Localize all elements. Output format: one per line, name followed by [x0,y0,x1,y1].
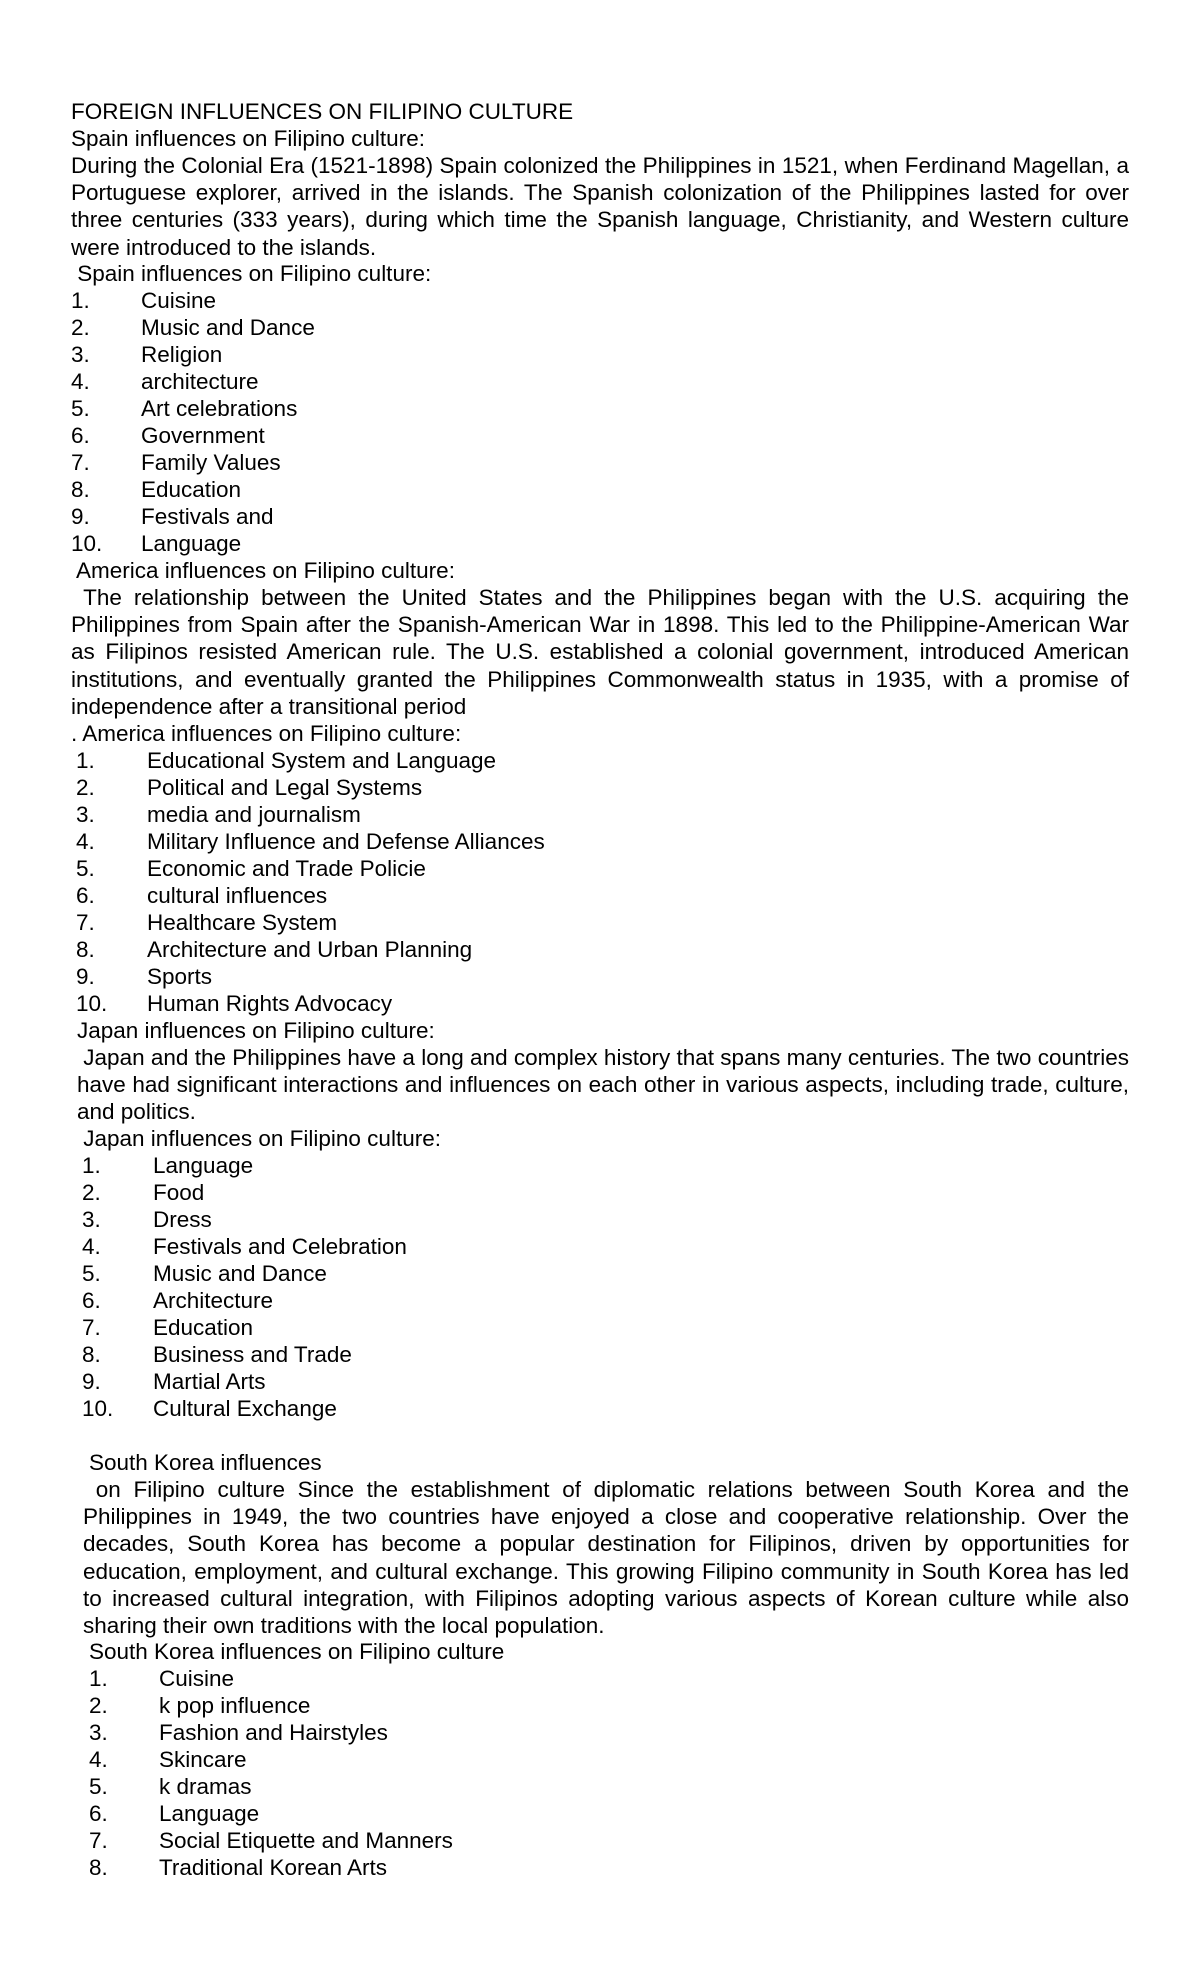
list-item-label: Cuisine [159,1666,235,1691]
list-item-number: 10. [71,531,103,556]
japan-paragraph: Japan and the Philippines have a long and complex history that spans many centuries. The two countries have had significant interactions and influences on each other in various aspects, including trade, culture, and politics. [77,1045,1136,1125]
america-list-heading: . America influences on Filipino culture: [71,721,462,746]
list-item-number: 2. [71,315,90,340]
list-item-label: Language [141,531,242,556]
list-item-label: Dress [153,1207,212,1232]
list-item-label: Business and Trade [153,1342,352,1367]
list-item-label: Festivals and Celebration [153,1234,407,1259]
list-item-label: Economic and Trade Policie [147,856,426,881]
list-item-label: Art celebrations [141,396,298,421]
list-item-label: Government [141,423,265,448]
japan-list-heading: Japan influences on Filipino culture: [77,1126,441,1151]
list-item-label: Human Rights Advocacy [147,991,393,1016]
document-title: FOREIGN INFLUENCES ON FILIPINO CULTURE [71,99,574,124]
list-item-number: 8. [89,1855,108,1880]
list-item-label: Architecture [153,1288,274,1313]
list-item-number: 6. [89,1801,108,1826]
list-item-number: 10. [82,1396,114,1421]
list-item-number: 5. [71,396,90,421]
list-item-label: architecture [141,369,259,394]
list-item-label: Language [159,1801,260,1826]
list-item-label: cultural influences [147,883,328,908]
list-item-number: 6. [76,883,95,908]
america-paragraph: The relationship between the United States and the Philippines began with the U.S. acquiring the Philippines from Spain after the Spanish-American War in 1898. This led to the Philippine-American War as Filipinos resisted American rule. The U.S. established a colonial government, introduced American institutions, and eventually granted the Philippines Commonwealth status in 1935, with a promise of independence after a transitional period [71,585,1136,719]
list-item-label: k dramas [159,1774,252,1799]
list-item-number: 4. [71,369,90,394]
list-item-label: Cultural Exchange [153,1396,337,1421]
list-item-label: Education [153,1315,254,1340]
list-item-label: Military Influence and Defense Alliances [147,829,545,854]
list-item-number: 7. [76,910,95,935]
list-item-number: 1. [71,288,90,313]
list-item-label: Food [153,1180,205,1205]
list-item-label: Music and Dance [141,315,315,340]
list-item-number: 5. [89,1774,108,1799]
list-item-number: 8. [82,1342,101,1367]
list-item-label: Social Etiquette and Manners [159,1828,453,1853]
korea-paragraph: on Filipino culture Since the establishment of diplomatic relations between South Korea and the Philippines in 1949, the two countries have enjoyed a close and cooperative relationship. Over the decades, South Korea has become a popular destination for Filipinos, driven by opportunities for education, employment, and cultural exchange. This growing Filipino community in South Korea has led to increased cultural integration, with Filipinos adopting various aspects of Korean culture while also sharing their own traditions with the local population. [83,1477,1136,1639]
list-item-label: Healthcare System [147,910,338,935]
list-item-label: k pop influence [159,1693,311,1718]
list-item-number: 4. [82,1234,101,1259]
list-item-label: media and journalism [147,802,361,827]
list-item-number: 10. [76,991,108,1016]
list-item-number: 5. [76,856,95,881]
list-item-number: 7. [89,1828,108,1853]
list-item-number: 4. [89,1747,108,1772]
list-item-label: Music and Dance [153,1261,327,1286]
list-item-number: 8. [76,937,95,962]
list-item-label: Political and Legal Systems [147,775,423,800]
list-item-label: Cuisine [141,288,217,313]
list-item-number: 3. [89,1720,108,1745]
list-item-label: Martial Arts [153,1369,266,1394]
list-item-number: 1. [89,1666,108,1691]
list-item-label: Fashion and Hairstyles [159,1720,388,1745]
list-item-number: 9. [76,964,95,989]
list-item-label: Traditional Korean Arts [159,1855,388,1880]
list-item-number: 1. [82,1153,101,1178]
list-item-label: Sports [147,964,213,989]
spain-heading: Spain influences on Filipino culture: [71,126,425,151]
spain-paragraph: During the Colonial Era (1521-1898) Spain colonized the Philippines in 1521, when Ferdinand Magellan, a Portuguese explorer, arrived in the islands. The Spanish colonization of the Philippines lasted for over three centuries (333 years), during which time the Spanish language, Christianity, and Western culture were introduced to the islands. [71,153,1129,260]
list-item-number: 4. [76,829,95,854]
america-heading: America influences on Filipino culture: [71,558,455,583]
list-item-number: 2. [89,1693,108,1718]
list-item-number: 6. [71,423,90,448]
list-item-number: 8. [71,477,90,502]
korea-list-heading: South Korea influences on Filipino culture [89,1639,505,1664]
korea-heading: South Korea influences [89,1450,322,1475]
list-item-label: Language [153,1153,254,1178]
spain-list-heading: Spain influences on Filipino culture: [71,261,432,286]
list-item-label: Skincare [159,1747,247,1772]
list-item-number: 7. [82,1315,101,1340]
list-item-label: Educational System and Language [147,748,497,773]
list-item-number: 2. [76,775,95,800]
list-item-label: Family Values [141,450,281,475]
japan-heading: Japan influences on Filipino culture: [77,1018,435,1043]
list-item-number: 2. [82,1180,101,1205]
list-item-label: Education [141,477,242,502]
list-item-number: 3. [71,342,90,367]
list-item-label: Architecture and Urban Planning [147,937,473,962]
list-item-number: 9. [71,504,90,529]
list-item-number: 3. [76,802,95,827]
list-item-number: 3. [82,1207,101,1232]
list-item-number: 6. [82,1288,101,1313]
list-item-number: 9. [82,1369,101,1394]
list-item-label: Festivals and [141,504,274,529]
list-item-number: 1. [76,748,95,773]
list-item-number: 5. [82,1261,101,1286]
list-item-label: Religion [141,342,223,367]
list-item-number: 7. [71,450,90,475]
